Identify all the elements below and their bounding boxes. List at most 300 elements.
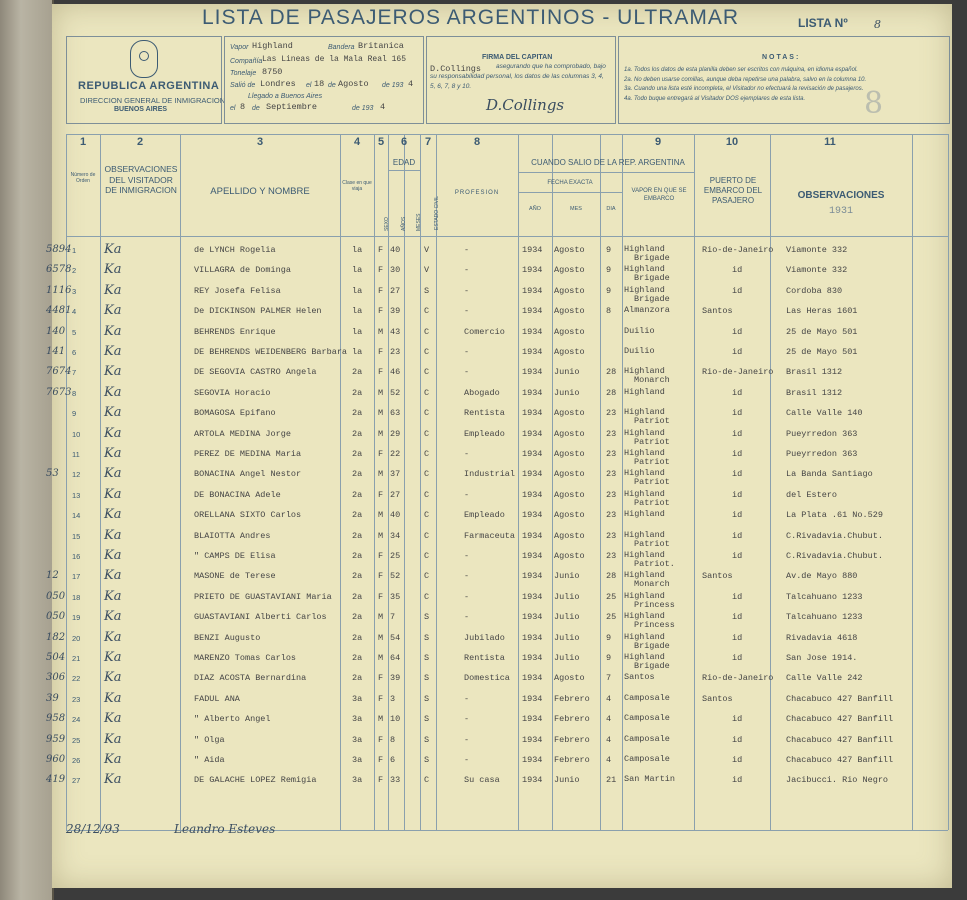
table-row [46,731,952,754]
row-anio: 1934 [522,306,543,317]
row-code: 6578 [46,264,72,276]
row-profesion: - [464,245,470,255]
row-civil: C [424,571,430,582]
row-code: 140 [46,325,66,337]
row-dia: 23 [606,510,617,521]
row-observaciones: C.Rivadavia.Chubut. [786,530,883,541]
table-row [46,609,952,631]
row-sexo: F [378,306,384,317]
row-dia: 4 [606,714,612,725]
row-clase: 2a [352,653,363,663]
table-row [46,323,952,346]
row-visitor-mark: Ka [104,282,122,298]
row-observaciones: Rivadavia 4618 [786,632,858,643]
col-anio: AÑO [529,206,541,212]
row-profesion: Empleado [464,510,505,521]
row-profesion: - [464,347,470,357]
row-mes: Agosto [554,469,585,480]
row-name: PRIETO DE GUASTAVIANI Maria [194,591,332,602]
row-observaciones: Calle Valle 242 [786,673,863,684]
row-observaciones: La Banda Santiago [786,469,873,480]
row-clase: 2a [352,408,363,419]
row-number: 9 [72,409,77,419]
row-visitor-mark: Ka [104,262,122,278]
row-clase: 3a [352,755,363,765]
row-profesion: - [464,693,470,704]
row-number: 23 [72,694,81,704]
row-edad: 37 [390,469,401,480]
row-vapor: San Martin [624,774,676,785]
row-puerto: Santos [702,693,733,704]
cuando-subline [518,172,694,173]
vapor-label: Vapor [230,44,249,51]
row-name: " CAMPS DE Elisa [194,551,276,561]
row-puerto: id [732,551,743,561]
row-edad: 54 [390,632,401,643]
row-edad: 8 [390,734,396,745]
note-3: 3a. Cuando una lista esté incompleta, el Visitador no efectuará la revisación de pasajeros. [624,86,864,93]
row-puerto: id [732,489,743,500]
row-profesion: Domestica [464,673,510,684]
row-profesion: Abogado [464,387,500,398]
row-clase: 2a [352,428,363,439]
row-profesion: - [464,612,470,623]
row-civil: C [424,387,430,398]
salio-de: de [328,82,336,89]
row-number: 11 [72,450,80,459]
row-sexo: F [378,571,384,582]
row-observaciones: Chacabuco 427 Banfill [786,693,894,704]
row-vapor: Highland [624,468,665,479]
row-edad: 10 [390,714,401,725]
tonelaje-value: 8750 [262,67,283,77]
row-code: 960 [46,754,66,765]
row-vapor: Highland [624,386,665,397]
table-row [46,772,952,794]
row-profesion: - [464,367,470,378]
footer-date: 28/12/93 [66,822,120,836]
row-edad: 39 [390,306,401,317]
llegado-anio: 4 [380,102,386,112]
row-profesion: - [464,714,470,725]
row-edad: 39 [390,673,401,684]
row-code: 5894 [46,244,72,255]
row-clase: 2a [352,469,363,480]
table-row [52,550,952,570]
row-visitor-mark: Ka [104,425,122,441]
row-puerto: id [732,591,743,602]
passenger-list-sheet [46,4,952,888]
row-number: 2 [72,266,77,276]
row-anio: 1934 [522,510,543,521]
row-dia: 9 [606,632,612,643]
row-vapor: Santos [624,672,655,683]
row-code: 4481 [46,305,72,317]
row-profesion: - [464,285,470,296]
row-edad: 3 [390,693,396,704]
llegado-el: el [230,105,236,112]
row-anio: 1934 [522,408,543,419]
notes-list [624,66,944,104]
row-name: MARENZO Tomas Carlos [194,653,297,663]
row-vapor-2: Princess [634,620,675,631]
row-vapor: Highland [624,427,665,438]
table-row [46,690,952,713]
row-name: SEGOVIA Horacio [194,387,271,398]
row-vapor: Highland [624,652,665,662]
row-mes: Agosto [554,285,585,296]
table-row [46,242,952,264]
firma-label: FIRMA DEL CAPITAN [482,54,553,61]
row-anio: 1934 [522,632,543,643]
table-row [46,466,952,488]
row-mes: Junio [554,571,580,582]
row-civil: C [424,489,430,500]
row-dia: 8 [606,306,612,317]
row-anio: 1934 [522,755,543,765]
row-visitor-mark: Ka [104,242,122,257]
row-puerto: id [732,408,743,419]
row-number: 27 [72,776,81,786]
row-vapor: Camposale [624,713,670,724]
row-mes: Junio [554,367,580,378]
row-observaciones: Chacabuco 427 Banfill [786,755,894,765]
compania-value: Las Lineas de la Mala Real 165 [262,55,407,64]
row-mes: Junio [554,775,580,786]
column-number: 11 [824,136,836,148]
row-anio: 1934 [522,285,543,296]
row-name: BENZI Augusto [194,632,261,643]
row-profesion: Industrial [464,469,516,480]
row-anio: 1934 [522,489,543,500]
row-observaciones: Pueyrredon 363 [786,449,858,459]
row-visitor-mark: Ka [104,629,122,645]
row-clase: 3a [352,714,363,725]
row-vapor: Highland [624,366,665,377]
llegado-dia: 8 [240,102,246,112]
row-profesion: - [464,734,470,745]
row-civil: S [424,285,430,296]
row-anio: 1934 [522,367,543,378]
row-dia: 23 [606,551,617,561]
row-anio: 1934 [522,326,543,337]
row-code: 306 [46,672,66,684]
row-civil: C [424,408,430,419]
row-puerto: id [732,530,743,541]
row-observaciones: 25 de Mayo 501 [786,326,858,337]
row-visitor-mark: Ka [104,364,122,380]
row-sexo: F [378,285,384,296]
row-number: 24 [72,715,81,725]
row-civil: C [424,449,430,459]
llegado-mes: Septiembre [266,102,318,112]
row-clase: 2a [352,489,363,500]
col-apellido: APELLIDO Y NOMBRE [210,186,310,197]
row-name: DE SEGOVIA CASTRO Angela [194,367,317,378]
row-profesion: - [464,591,470,602]
column-number: 10 [725,136,739,148]
row-mes: Agosto [554,551,585,561]
row-visitor-mark: Ka [104,650,122,665]
llegado-label: Llegado a Buenos Aires [248,93,323,100]
row-dia: 4 [606,755,612,765]
row-name: " Alberto Angel [194,714,271,725]
col-sexo: SEXO [384,217,390,231]
row-number: 22 [72,674,81,684]
row-observaciones: Cordoba 830 [786,285,843,296]
row-anio: 1934 [522,245,543,255]
row-edad: 43 [390,326,401,337]
table-row [52,509,952,529]
table-row [46,711,952,733]
table-row [46,629,952,652]
table-row [46,344,952,366]
row-profesion: Comercio [464,326,505,337]
row-civil: C [424,775,430,786]
row-puerto: id [732,449,743,459]
row-vapor: Highland [624,570,665,581]
row-number: 26 [72,756,81,765]
row-civil: C [424,530,430,541]
row-code: 39 [46,692,59,704]
row-puerto: id [732,775,743,786]
row-anio: 1934 [522,551,543,561]
row-clase: 2a [352,449,363,459]
table-row [52,448,952,468]
row-clase: 2a [352,530,363,541]
row-dia: 23 [606,408,617,419]
row-clase: 3a [352,693,363,704]
row-clase: 2a [352,510,363,521]
salio-puerto: Londres [260,79,296,89]
row-edad: 7 [390,612,396,623]
row-code: 419 [46,774,66,786]
row-number: 1 [72,246,77,255]
note-4: 4a. Todo buque entregará al Visitador DOS ejemplares de esta lista. [624,95,806,102]
row-puerto: id [732,510,743,521]
row-civil: C [424,551,430,561]
note-1: 1a. Todos los datos de esta planilla deben ser escritos con máquina, en idioma español. [624,67,858,73]
row-name: REY Josefa Felisa [194,285,281,296]
row-name: DE BONACINA Adele [194,489,281,500]
row-code: 7673 [46,386,72,398]
row-clase: 2a [352,367,363,378]
row-vapor: Highland [624,407,665,418]
row-dia: 4 [606,734,612,745]
row-civil: S [424,693,430,704]
lista-stamp: 8 [864,86,884,121]
row-mes: Agosto [554,489,585,500]
row-profesion: Rentista [464,408,505,419]
row-name: VILLAGRA de Dominga [194,265,291,276]
captain-name: D.Collings [430,64,482,74]
row-sexo: M [378,612,384,623]
row-clase: 2a [352,571,363,582]
coat-of-arms-icon [130,40,158,78]
row-vapor-2: Patriot [634,436,670,447]
row-vapor: Highland [624,529,665,540]
col-anios: AÑOS [401,216,407,231]
row-vapor-2: Patriot [634,457,670,467]
salio-anio: 4 [408,79,414,89]
row-civil: S [424,734,430,745]
row-vapor: Highland [624,488,665,499]
row-civil: C [424,510,430,521]
row-observaciones: del Estero [786,489,838,500]
tonelaje-label: Tonelaje [230,70,257,77]
row-sexo: M [378,408,384,419]
row-profesion: - [464,489,470,500]
row-puerto: id [732,469,743,480]
column-number: 5 [377,136,385,148]
row-sexo: F [378,367,384,378]
row-sexo: M [378,530,384,541]
row-dia: 4 [606,693,612,704]
row-visitor-mark: Ka [104,772,122,788]
row-mes: Agosto [554,306,585,317]
row-clase: 2a [352,551,363,561]
row-clase: la [352,245,363,255]
firma-text: asegurando que ha comprobado, bajo su responsabilidad personal, los datos de las columnas 3, 4, 5, 6, 7, 8 y 10. [430,63,606,91]
row-vapor: Highland [624,448,665,458]
row-vapor: Highland [624,509,665,520]
ciudad-label: BUENOS AIRES [114,106,168,113]
row-code: 050 [46,590,66,602]
lista-number-value: 8 [874,18,881,31]
salio-mes: Agosto [338,79,369,89]
llegado-de: de [252,105,260,112]
row-vapor-2: Brigade [634,640,670,651]
row-vapor-2: Brigade [634,273,670,284]
row-clase: la [352,306,363,317]
edad-subline [388,170,420,171]
row-edad: 29 [390,428,401,439]
row-anio: 1934 [522,653,543,663]
row-vapor-2: Patriot [634,497,670,508]
row-profesion: Jubilado [464,632,505,643]
row-mes: Junio [554,387,580,398]
row-visitor-mark: Ka [104,568,122,584]
row-vapor: Highland [624,550,665,560]
row-mes: Agosto [554,428,585,439]
row-vapor: Highland [624,611,665,622]
table-row [46,282,952,305]
row-visitor-mark: Ka [104,588,122,604]
row-visitor-mark: Ka [104,344,122,359]
row-puerto: id [732,653,743,663]
salio-de-anio: de 193 [382,82,404,89]
lista-number-label: LISTA Nº [798,16,848,30]
table-row [46,303,952,325]
row-number: 12 [72,470,81,480]
vapor-value: Highland [252,41,293,51]
row-mes: Febrero [554,693,590,704]
row-number: 21 [72,654,81,663]
republica-label: REPUBLICA ARGENTINA [78,80,220,92]
row-number: 3 [72,286,77,296]
row-observaciones: Talcahuano 1233 [786,612,863,623]
compania-label: Compañía [230,58,263,65]
row-mes: Agosto [554,347,585,357]
llegado-de-anio: de 193 [352,105,374,112]
row-name: DIAZ ACOSTA Bernardina [194,673,307,684]
table-row [46,384,952,407]
direccion-label: DIRECCION GENERAL DE INMIGRACION [80,96,226,105]
row-observaciones: Jacibucci. Rio Negro [786,775,889,786]
row-number: 16 [72,552,81,561]
row-sexo: M [378,326,384,337]
row-dia: 23 [606,428,617,439]
row-vapor: Camposale [624,754,670,764]
row-clase: la [352,326,363,337]
row-name: De DICKINSON PALMER Helen [194,306,322,317]
col-vapor: VAPOR EN QUE SE EMBARCO [631,188,687,202]
note-2: 2a. No deben usarse comillas, aunque deba repetirse una palabra, salvo en la columna 10. [624,76,867,83]
row-mes: Agosto [554,408,585,419]
row-mes: Agosto [554,673,585,684]
row-visitor-mark: Ka [104,446,122,461]
col-observaciones-year: 1931 [828,206,853,217]
row-sexo: M [378,469,384,480]
row-dia: 23 [606,449,617,459]
row-sexo: F [378,673,384,684]
row-name: PEREZ DE MEDINA Maria [194,449,302,459]
row-profesion: Farmaceuta [464,530,516,541]
col-estado-civil: ESTADO CIVIL [434,195,440,230]
row-vapor: Highland [624,284,665,295]
row-number: 17 [72,572,81,582]
row-code: 12 [46,570,59,582]
row-clase: 2a [352,673,363,684]
row-visitor-mark: Ka [104,690,122,706]
row-number: 13 [72,490,81,500]
row-clase: 3a [352,775,363,786]
row-mes: Julio [554,591,580,602]
row-vapor-2: Patriot [634,538,670,549]
row-puerto: id [732,612,743,623]
row-vapor: Highland [624,590,665,601]
col-puerto: PUERTO DE EMBARCO DEL PASAJERO [703,176,763,205]
row-visitor-mark: Ka [104,486,122,502]
row-puerto: Santos [702,571,733,582]
row-observaciones: 25 de Mayo 501 [786,347,858,357]
row-edad: 40 [390,510,401,521]
row-visitor-mark: Ka [104,384,122,400]
row-sexo: F [378,489,384,500]
row-civil: C [424,367,430,378]
row-profesion: Empleado [464,428,505,439]
row-profesion: - [464,449,470,459]
row-observaciones: San Jose 1914. [786,653,858,663]
row-puerto: Rio-de-Janeiro [702,367,774,378]
row-vapor: Camposale [624,733,670,744]
column-number: 2 [136,136,144,148]
row-sexo: M [378,428,384,439]
column-number: 1 [79,136,87,148]
footer-signature: Leandro Esteves [174,822,276,836]
row-sexo: F [378,755,384,765]
row-vapor-2: Patriot. [634,559,675,569]
row-observaciones: C.Rivadavia.Chubut. [786,551,883,561]
row-mes: Agosto [554,530,585,541]
row-dia: 28 [606,387,617,398]
row-clase: la [352,285,363,296]
row-observaciones: Calle Valle 140 [786,408,863,419]
row-anio: 1934 [522,469,543,480]
row-sexo: M [378,632,384,643]
row-sexo: F [378,245,384,255]
row-dia: 9 [606,653,612,663]
